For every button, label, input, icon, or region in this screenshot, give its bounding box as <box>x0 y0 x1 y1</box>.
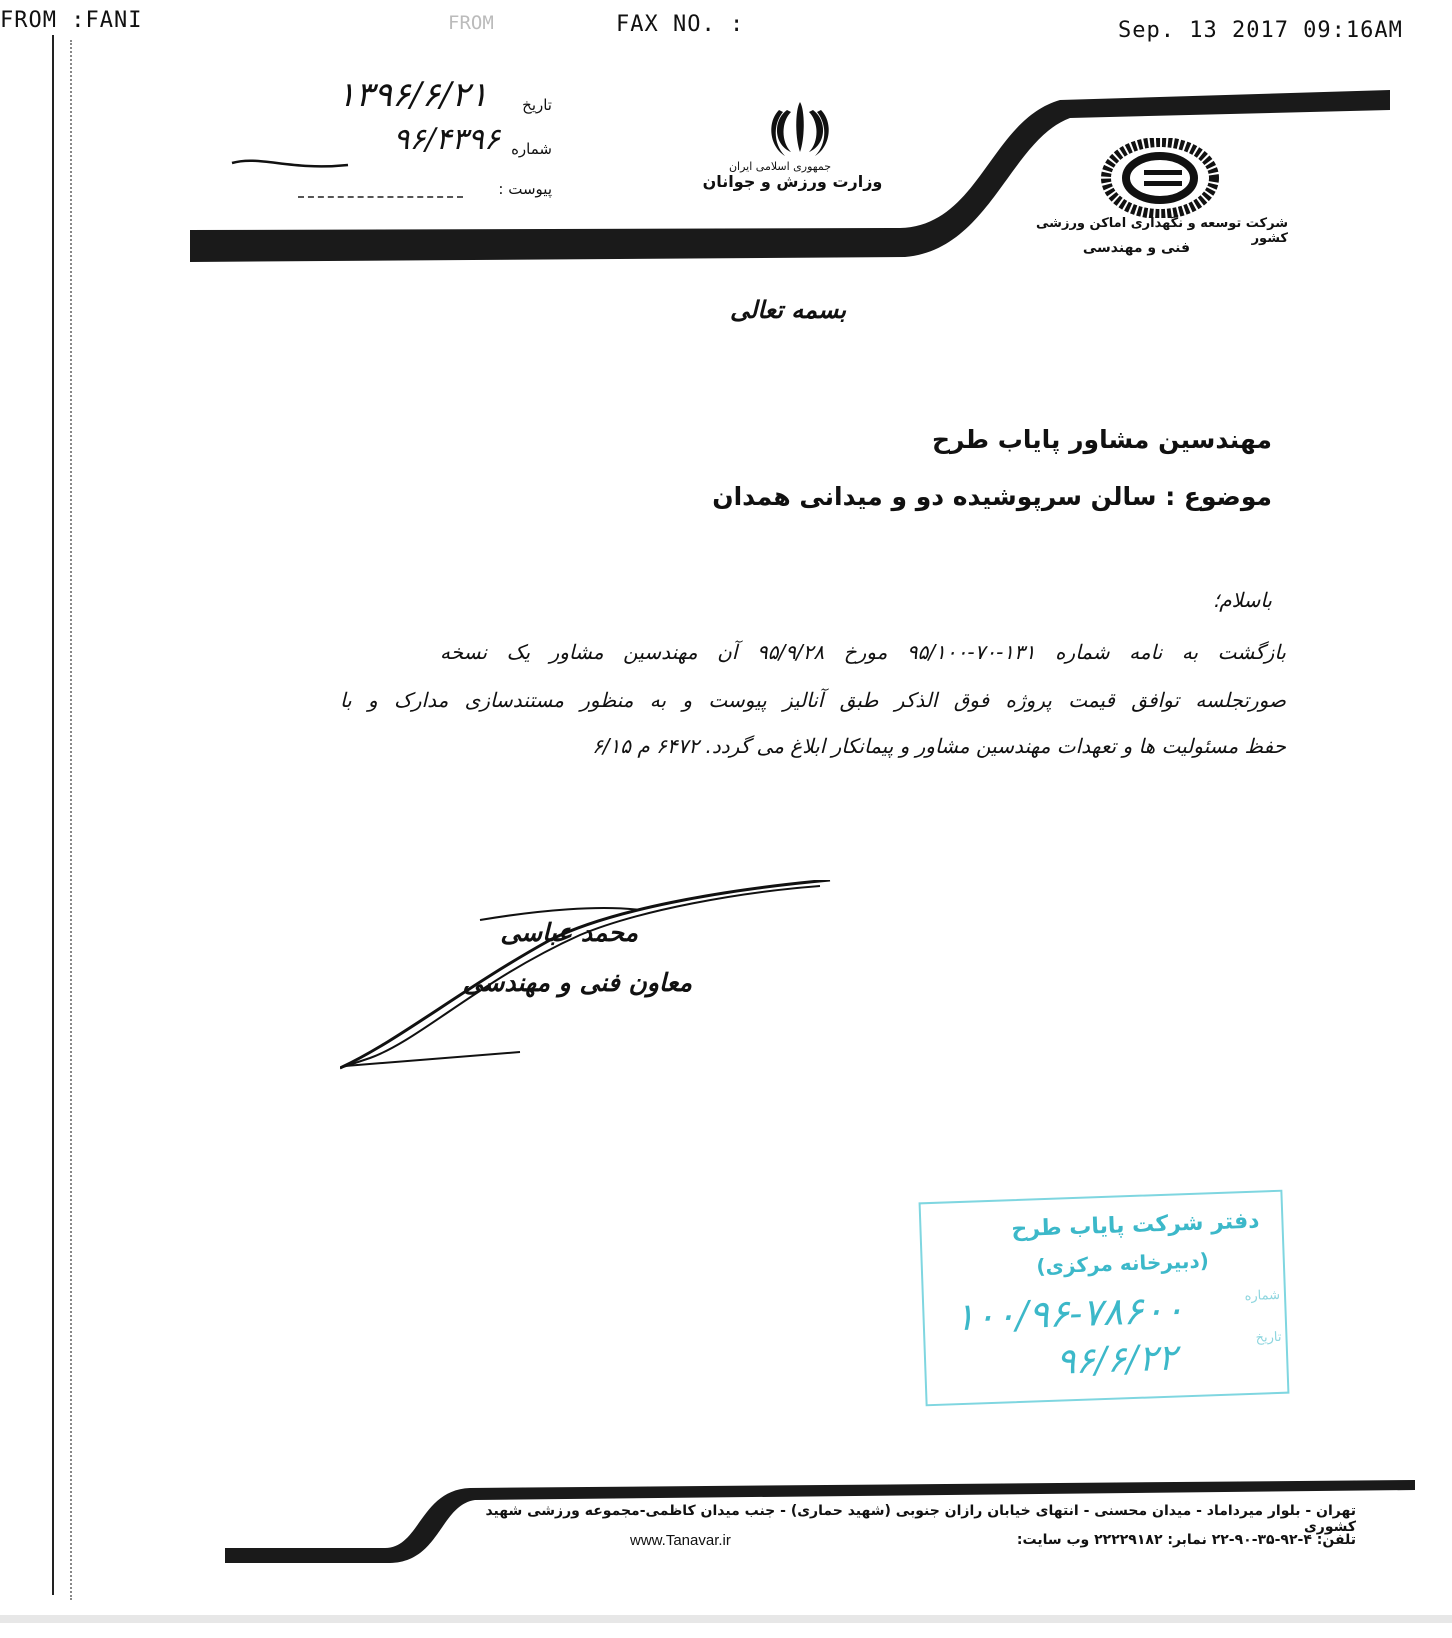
stamp-date: ۹۶/۶/۲۲ <box>1055 1337 1178 1383</box>
date-value: ۱۳۹۶/۶/۲۱ <box>337 75 488 115</box>
stamp-number-label: شماره <box>1244 1287 1281 1305</box>
number-underline-stroke <box>230 145 350 175</box>
stamp-number: ۱۰۰/۹۶-۷۸۶۰۰ <box>953 1287 1185 1340</box>
ministry-country: جمهوری اسلامی ایران <box>728 160 832 173</box>
fax-from: FROM :FANI <box>0 8 143 33</box>
attachment-label: پیوست : <box>498 180 552 198</box>
received-stamp <box>919 1190 1290 1407</box>
fax-number-label: FAX NO. : <box>616 12 745 37</box>
ministry-name: وزارت ورزش و جوانان <box>702 172 883 191</box>
company-name: شرکت توسعه و نگهداری اماکن ورزشی کشور <box>1036 216 1288 246</box>
subject: موضوع : سالن سرپوشیده دو و میدانی همدان <box>712 482 1272 511</box>
fax-ghost-text: FROM <box>448 12 494 34</box>
greeting: باسلام؛ <box>1212 588 1272 612</box>
company-logo-icon <box>1100 138 1220 218</box>
signer-name: محمد عباسی <box>500 918 638 947</box>
department-name: فنی و مهندسی <box>1082 240 1190 256</box>
scan-bottom-band <box>0 1615 1452 1623</box>
footer-phones: تلفن: ۴-۹۲-۳۵-۹۰-۲۲ نمابر: ۲۲۲۲۹۱۸۲ وب سایت: <box>1016 1532 1356 1548</box>
body-line: بازگشت به نامه شماره ۱۳۱-۷۰-۹۵/۱۰۰ مورخ ۹۵/۹/۲۸ آن مهندسین مشاور یک نسخه <box>440 640 1286 664</box>
body-line: حفظ مسئولیت ها و تعهدات مهندسین مشاور و پیمانکار ابلاغ می گردد. ۶۴۷۲ م ۶/۱۵ <box>592 734 1286 758</box>
body-line: صورتجلسه توافق قیمت پروژه فوق الذکر طبق آنالیز پیوست و به منظور مستندسازی مدارک و با <box>340 688 1286 712</box>
date-label: تاریخ <box>522 96 552 114</box>
number-label: شماره <box>511 140 552 158</box>
stamp-date-label: تاریخ <box>1255 1329 1282 1346</box>
footer-website: www.Tanavar.ir <box>630 1532 731 1549</box>
number-value: ۹۶/۴۳۹۶ <box>393 122 500 157</box>
signer-title: معاون فنی و مهندسی <box>462 968 692 997</box>
iran-emblem-icon <box>765 98 835 160</box>
attachment-line <box>298 196 463 198</box>
recipient: مهندسین مشاور پایاب طرح <box>931 425 1272 454</box>
stamp-subtitle: (دبیرخانه مرکزی) <box>1036 1248 1210 1279</box>
footer-address: تهران - بلوار میرداماد - میدان محسنی - انتهای خیابان رازان جنوبی (شهید حماری) - جنب میدان کاظمی-مجموعه ورزشی شهید کشوری <box>485 1503 1356 1535</box>
stamp-title: دفتر شرکت پایاب طرح <box>1010 1208 1260 1243</box>
bismillah: بسمه تعالی <box>730 296 847 324</box>
fax-timestamp: Sep. 13 2017 09:16AM <box>1118 18 1403 43</box>
handwritten-signature <box>340 880 860 1100</box>
